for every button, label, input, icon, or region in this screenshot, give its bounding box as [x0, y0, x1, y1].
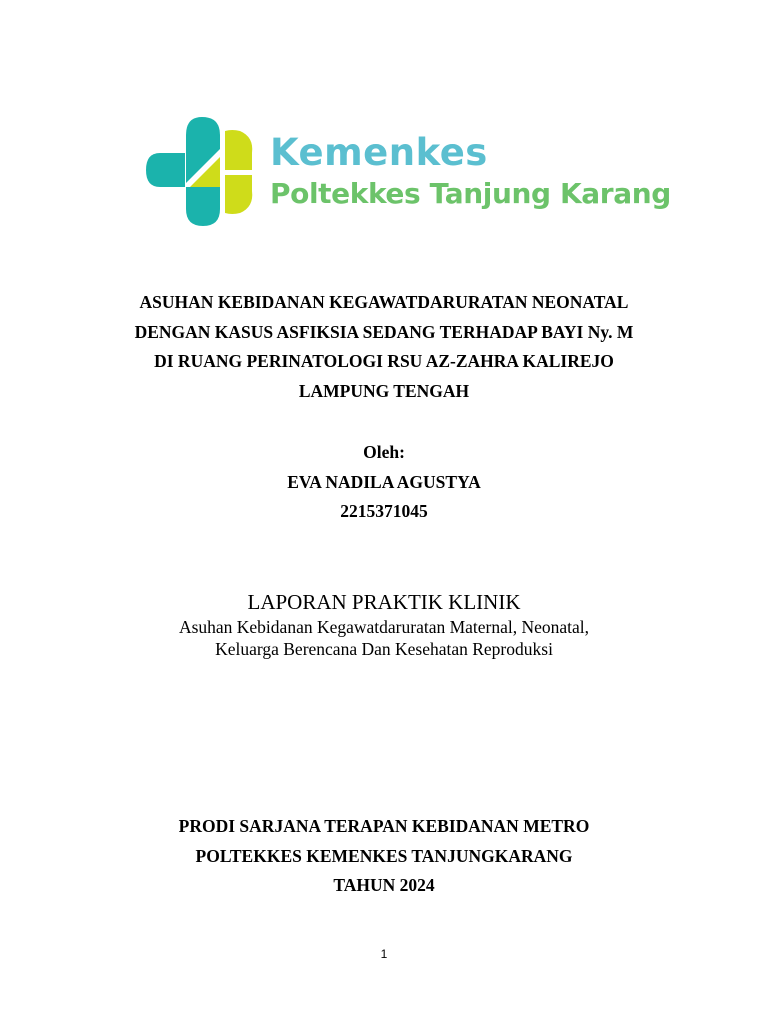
- report-block: [0, 588, 768, 660]
- page-number: 1: [380, 947, 388, 961]
- logo-wordmark: Kemenkes: [270, 131, 488, 174]
- document-title: [0, 288, 768, 406]
- logo-lime-top-petal: [225, 130, 252, 170]
- institution-line: PRODI SARJANA TERAPAN KEBIDANAN METRO: [178, 816, 590, 836]
- author-name: EVA NADILA AGUSTYA: [287, 471, 481, 492]
- author-student-id: 2215371045: [340, 501, 428, 521]
- institution-year: TAHUN 2024: [333, 875, 435, 895]
- logo-lime-bottom-petal: [225, 175, 252, 214]
- report-subtitle-line: Asuhan Kebidanan Kegawatdaruratan Maternal, Neonatal,: [178, 617, 590, 637]
- author-by-label: Oleh:: [363, 442, 405, 462]
- author-block: [0, 438, 768, 527]
- report-heading: LAPORAN PRAKTIK KLINIK: [247, 590, 521, 614]
- logo-subtitle: Poltekkes Tanjung Karang: [270, 177, 671, 210]
- logo-teal-left-petal: [146, 153, 185, 187]
- logo-teal-bottom-petal: [186, 187, 220, 226]
- kemenkes-logo-mark-icon: [146, 115, 261, 230]
- title-line: ASUHAN KEBIDANAN KEGAWATDARURATAN NEONATAL: [139, 292, 629, 312]
- title-line: DENGAN KASUS ASFIKSIA SEDANG TERHADAP BAYI Ny. M: [134, 321, 634, 342]
- title-line: LAMPUNG TENGAH: [298, 380, 470, 401]
- report-subtitle-line: Keluarga Berencana Dan Kesehatan Reproduksi: [215, 639, 553, 659]
- institution-line: POLTEKKES KEMENKES TANJUNGKARANG: [195, 845, 573, 866]
- title-line: DI RUANG PERINATOLOGI RSU AZ-ZAHRA KALIREJO: [154, 351, 614, 371]
- institution-block: [0, 812, 768, 901]
- kemenkes-logo: [146, 115, 671, 230]
